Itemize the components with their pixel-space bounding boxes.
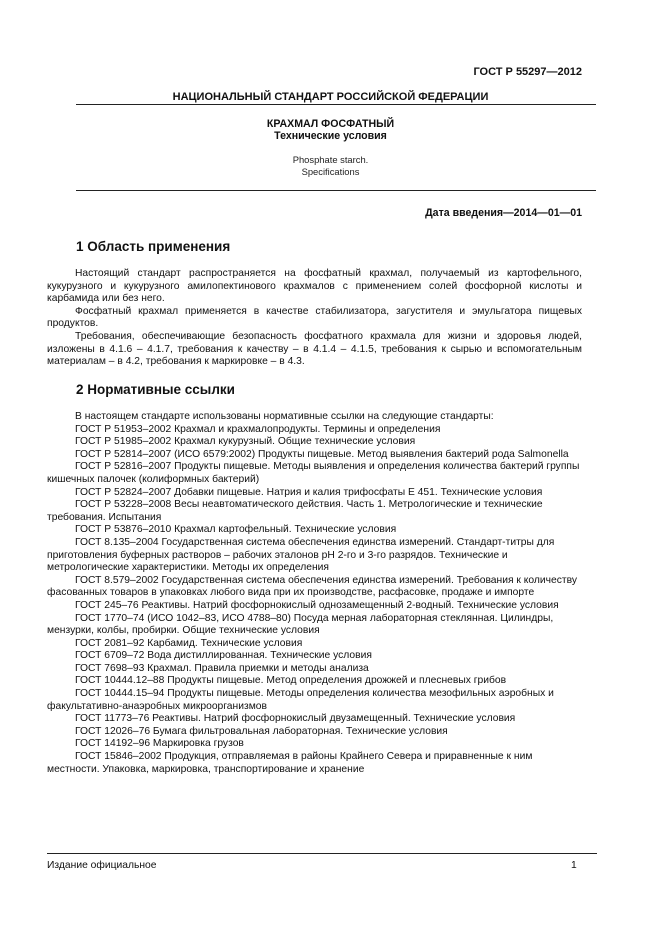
reference-item: ГОСТ 1770–74 (ИСО 1042–83, ИСО 4788–80) Посуда мерная лабораторная стеклянная. Цилиндры, мензурки, колбы, пробирки. Общие технические условия [47, 612, 554, 637]
section-1-body [47, 268, 582, 369]
title-en-main: Phosphate starch. [292, 154, 369, 165]
reference-item: ГОСТ Р 52814–2007 (ИСО 6579:2002) Продукты пищевые. Метод выявления бактерий рода Salmonella [75, 448, 569, 460]
reference-item: ГОСТ Р 52824–2007 Добавки пищевые. Натрия и калия трифосфаты Е 451. Технические условия [75, 486, 543, 498]
document-code: ГОСТ Р 55297—2012 [473, 66, 582, 78]
reference-item: ГОСТ 11773–76 Реактивы. Натрий фосфорнокислый двузамещенный. Технические условия [75, 713, 516, 725]
national-standard-heading: НАЦИОНАЛЬНЫЙ СТАНДАРТ РОССИЙСКОЙ ФЕДЕРАЦИИ [172, 91, 489, 103]
title-rule [76, 190, 596, 191]
title-ru-main: КРАХМАЛ ФОСФАТНЫЙ [266, 118, 395, 130]
reference-item: ГОСТ 14192–96 Маркировка грузов [75, 738, 244, 750]
section-1-paragraph: Настоящий стандарт распространяется на фосфатный крахмал, получаемый из картофельного, кукурузного и кукурузного амилопектинового крахмалов с применением солей фосфорной кислоты и карбамида или без него. [47, 268, 582, 305]
reference-item: ГОСТ 6709–72 Вода дистиллированная. Технические условия [75, 650, 372, 662]
page-number: 1 [571, 860, 577, 871]
reference-item: ГОСТ 8.579–2002 Государственная система обеспечения единства измерений. Требования к количеству фасованных товаров в упаковках любого вида при их производстве, расфасовке, продаже и импорте [47, 574, 577, 599]
footer-rule [47, 853, 597, 854]
header-rule [76, 104, 596, 105]
reference-item: ГОСТ Р 53228–2008 Весы неавтоматического действия. Часть 1. Метрологические и технические требования. Испытания [47, 499, 543, 523]
reference-item: ГОСТ Р 53876–2010 Крахмал картофельный. Технические условия [75, 524, 397, 536]
section-2-heading: 2 Нормативные ссылки [76, 382, 235, 397]
section-2-body [47, 411, 582, 776]
reference-item: ГОСТ 8.135–2004 Государственная система обеспечения единства измерений. Стандарт-титры для приготовления буферных растворов – рабочих эталонов рН 2-го и 3-го разрядов. Технические и метрологические характеристики. Методы их определения [47, 536, 555, 574]
reference-item: ГОСТ 2081–92 Карбамид. Технические условия [75, 637, 303, 649]
document-title-en [0, 154, 661, 178]
section-1-heading: 1 Область применения [76, 239, 231, 254]
reference-item: ГОСТ Р 51985–2002 Крахмал кукурузный. Общие технические условия [75, 436, 416, 448]
reference-item: ГОСТ 7698–93 Крахмал. Правила приемки и методы анализа [75, 662, 369, 674]
section-1-paragraph: Требования, обеспечивающие безопасность фосфатного крахмала для жизни и здоровья людей, изложены в 4.1.6 – 4.1.7, требования к качеству – в 4.1.4 – 4.1.5, требования к сырью и вспомогательным материалам – в 4.2, требования к маркировке – в 4.3. [47, 330, 582, 368]
reference-item: ГОСТ Р 51953–2002 Крахмал и крахмалопродукты. Термины и определения [75, 423, 441, 435]
introduction-date: Дата введения—2014—01—01 [425, 207, 582, 219]
reference-item: ГОСТ Р 52816–2007 Продукты пищевые. Методы выявления и определения количества бактерий группы кишечных палочек (колиформных бактерий) [47, 461, 580, 485]
reference-item: ГОСТ 12026–76 Бумага фильтровальная лабораторная. Технические условия [75, 725, 448, 737]
section-2-lead: В настоящем стандарте использованы нормативные ссылки на следующие стандарты: [75, 411, 494, 422]
document-title [0, 118, 661, 143]
reference-item: ГОСТ 245–76 Реактивы. Натрий фосфорнокислый однозамещенный 2-водный. Технические условия [75, 599, 559, 611]
title-ru-sub: Технические условия [274, 130, 387, 143]
reference-item: ГОСТ 10444.15–94 Продукты пищевые. Методы определения количества мезофильных аэробных и факультативно-анаэробных микроорганизмов [47, 688, 554, 712]
reference-item: ГОСТ 10444.12–88 Продукты пищевые. Метод определения дрожжей и плесневых грибов [75, 675, 507, 687]
reference-item: ГОСТ 15846–2002 Продукция, отправляемая в районы Крайнего Севера и приравненные к ним местности. Упаковка, маркировка, транспортирование и хранение [47, 751, 533, 775]
section-1-paragraph: Фосфатный крахмал применяется в качестве стабилизатора, загустителя и эмульгатора пищевых продуктов. [47, 305, 582, 330]
edition-label: Издание официальное [47, 860, 157, 871]
title-en-sub: Specifications [301, 166, 360, 177]
